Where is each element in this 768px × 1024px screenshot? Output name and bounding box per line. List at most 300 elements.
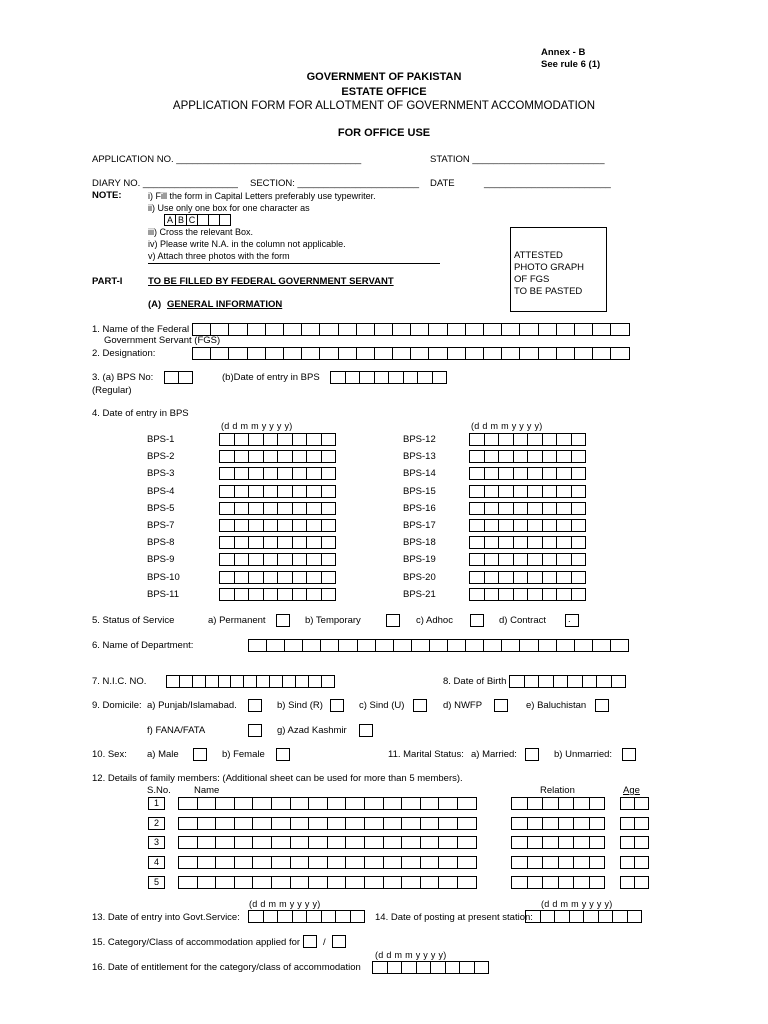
char-box[interactable] [469, 571, 485, 584]
char-box[interactable] [469, 485, 485, 498]
char-box[interactable] [277, 502, 293, 515]
char-box[interactable] [558, 836, 575, 849]
char-box[interactable] [589, 836, 606, 849]
char-box[interactable] [527, 433, 543, 446]
char-box[interactable] [571, 553, 587, 566]
char-box[interactable] [263, 536, 279, 549]
char-box[interactable] [542, 536, 558, 549]
char-box[interactable] [271, 817, 291, 830]
char-box[interactable] [290, 836, 310, 849]
char-box[interactable] [457, 856, 477, 869]
char-box[interactable] [192, 323, 211, 336]
char-box[interactable] [350, 910, 366, 923]
char-box[interactable] [513, 450, 529, 463]
char-box[interactable] [197, 856, 217, 869]
char-box[interactable] [179, 675, 193, 688]
char-box[interactable] [401, 817, 421, 830]
char-box[interactable] [374, 323, 393, 336]
char-box[interactable] [277, 519, 293, 532]
char-box[interactable] [513, 588, 529, 601]
char-box[interactable] [219, 450, 235, 463]
bps-date-boxes[interactable] [469, 433, 585, 446]
char-box[interactable] [527, 797, 544, 810]
govt-service-date-boxes[interactable] [248, 910, 364, 923]
char-box[interactable] [592, 323, 611, 336]
char-box[interactable] [542, 433, 558, 446]
sind-u-checkbox[interactable] [413, 699, 427, 712]
char-box[interactable] [321, 467, 337, 480]
char-box[interactable] [302, 639, 321, 652]
char-box[interactable] [457, 836, 477, 849]
char-box[interactable] [498, 502, 514, 515]
char-box[interactable] [248, 588, 264, 601]
char-box[interactable] [511, 836, 528, 849]
char-box[interactable] [554, 910, 570, 923]
char-box[interactable] [248, 467, 264, 480]
char-box[interactable] [542, 519, 558, 532]
char-box[interactable] [263, 910, 279, 923]
char-box[interactable] [321, 910, 337, 923]
char-box[interactable] [573, 836, 590, 849]
bps-no-boxes[interactable] [164, 371, 192, 384]
station-field[interactable]: STATION _________________________ [430, 154, 605, 165]
char-box[interactable] [634, 836, 649, 849]
member-name-boxes[interactable] [178, 817, 476, 830]
char-box[interactable] [234, 588, 250, 601]
char-box[interactable] [248, 519, 264, 532]
char-box[interactable] [583, 910, 599, 923]
date-field[interactable]: ________________________ [484, 178, 611, 189]
relation-boxes[interactable] [511, 876, 604, 889]
char-box[interactable] [306, 553, 322, 566]
char-box[interactable] [321, 588, 337, 601]
char-box[interactable] [634, 817, 649, 830]
char-box[interactable] [542, 817, 559, 830]
char-box[interactable] [263, 467, 279, 480]
char-box[interactable] [484, 433, 500, 446]
char-box[interactable] [290, 817, 310, 830]
char-box[interactable] [290, 876, 310, 889]
department-boxes[interactable] [248, 639, 628, 652]
char-box[interactable] [234, 571, 250, 584]
char-box[interactable] [319, 323, 338, 336]
char-box[interactable] [416, 961, 432, 974]
bps-date-boxes[interactable] [469, 519, 585, 532]
char-box[interactable] [364, 856, 384, 869]
char-box[interactable] [556, 467, 572, 480]
char-box[interactable] [542, 797, 559, 810]
char-box[interactable] [247, 347, 266, 360]
char-box[interactable] [234, 856, 254, 869]
char-box[interactable] [556, 450, 572, 463]
char-box[interactable] [612, 910, 628, 923]
char-box[interactable] [248, 910, 264, 923]
char-box[interactable] [263, 588, 279, 601]
char-box[interactable] [474, 961, 490, 974]
char-box[interactable] [327, 817, 347, 830]
char-box[interactable] [321, 502, 337, 515]
char-box[interactable] [271, 797, 291, 810]
char-box[interactable] [234, 536, 250, 549]
char-box[interactable] [438, 856, 458, 869]
char-box[interactable] [573, 817, 590, 830]
age-boxes[interactable] [620, 817, 648, 830]
char-box[interactable] [513, 571, 529, 584]
char-box[interactable] [364, 817, 384, 830]
char-box[interactable] [498, 519, 514, 532]
application-no-field[interactable]: APPLICATION NO. ___________________________________ [92, 154, 362, 165]
char-box[interactable] [498, 588, 514, 601]
char-box[interactable] [327, 876, 347, 889]
bps-date-boxes[interactable] [469, 467, 585, 480]
char-box[interactable] [420, 836, 440, 849]
fgs-name-boxes[interactable] [192, 323, 629, 336]
char-box[interactable] [197, 817, 217, 830]
char-box[interactable] [540, 910, 556, 923]
class-box[interactable] [332, 935, 346, 948]
char-box[interactable] [527, 588, 543, 601]
char-box[interactable] [292, 433, 308, 446]
char-box[interactable] [567, 675, 583, 688]
char-box[interactable] [248, 485, 264, 498]
char-box[interactable] [589, 817, 606, 830]
char-box[interactable] [573, 797, 590, 810]
char-box[interactable] [542, 836, 559, 849]
member-name-boxes[interactable] [178, 876, 476, 889]
char-box[interactable] [498, 571, 514, 584]
char-box[interactable] [527, 502, 543, 515]
char-box[interactable] [234, 836, 254, 849]
char-box[interactable] [219, 588, 235, 601]
designation-boxes[interactable] [192, 347, 629, 360]
male-checkbox[interactable] [193, 748, 207, 761]
char-box[interactable] [527, 836, 544, 849]
char-box[interactable] [542, 571, 558, 584]
char-box[interactable] [301, 347, 320, 360]
char-box[interactable] [197, 797, 217, 810]
char-box[interactable] [542, 467, 558, 480]
char-box[interactable] [392, 323, 411, 336]
char-box[interactable] [383, 797, 403, 810]
char-box[interactable] [330, 371, 346, 384]
char-box[interactable] [469, 588, 485, 601]
char-box[interactable] [571, 588, 587, 601]
char-box[interactable] [513, 433, 529, 446]
unmarried-checkbox[interactable] [622, 748, 636, 761]
char-box[interactable] [230, 675, 244, 688]
char-box[interactable] [428, 323, 447, 336]
char-box[interactable] [571, 571, 587, 584]
char-box[interactable] [393, 639, 412, 652]
char-box[interactable] [283, 323, 302, 336]
char-box[interactable] [571, 450, 587, 463]
bps-date-boxes[interactable] [219, 433, 335, 446]
char-box[interactable] [271, 876, 291, 889]
char-box[interactable] [634, 876, 649, 889]
char-box[interactable] [596, 675, 612, 688]
char-box[interactable] [542, 876, 559, 889]
char-box[interactable] [219, 502, 235, 515]
char-box[interactable] [571, 519, 587, 532]
adhoc-checkbox[interactable] [470, 614, 484, 627]
char-box[interactable] [571, 467, 587, 480]
char-box[interactable] [501, 639, 520, 652]
char-box[interactable] [410, 323, 429, 336]
char-box[interactable] [219, 553, 235, 566]
char-box[interactable] [417, 371, 433, 384]
char-box[interactable] [308, 876, 328, 889]
char-box[interactable] [356, 347, 375, 360]
char-box[interactable] [321, 485, 337, 498]
char-box[interactable] [372, 961, 388, 974]
char-box[interactable] [192, 675, 206, 688]
char-box[interactable] [215, 856, 235, 869]
char-box[interactable] [263, 519, 279, 532]
char-box[interactable] [327, 797, 347, 810]
char-box[interactable] [306, 502, 322, 515]
char-box[interactable] [556, 433, 572, 446]
char-box[interactable] [610, 323, 629, 336]
char-box[interactable] [306, 450, 322, 463]
char-box[interactable] [338, 323, 357, 336]
char-box[interactable] [164, 371, 179, 384]
char-box[interactable] [620, 817, 635, 830]
char-box[interactable] [271, 856, 291, 869]
char-box[interactable] [484, 571, 500, 584]
char-box[interactable] [538, 323, 557, 336]
char-box[interactable] [447, 639, 466, 652]
char-box[interactable] [620, 797, 635, 810]
char-box[interactable] [558, 856, 575, 869]
char-box[interactable] [252, 876, 272, 889]
char-box[interactable] [465, 347, 484, 360]
char-box[interactable] [306, 433, 322, 446]
char-box[interactable] [525, 910, 541, 923]
char-box[interactable] [374, 371, 390, 384]
char-box[interactable] [383, 876, 403, 889]
char-box[interactable] [219, 433, 235, 446]
char-box[interactable] [166, 675, 180, 688]
char-box[interactable] [308, 836, 328, 849]
char-box[interactable] [401, 856, 421, 869]
bps-date-boxes[interactable] [219, 536, 335, 549]
char-box[interactable] [345, 856, 365, 869]
char-box[interactable] [556, 571, 572, 584]
char-box[interactable] [359, 371, 375, 384]
bps-date-boxes[interactable] [219, 553, 335, 566]
char-box[interactable] [556, 323, 575, 336]
char-box[interactable] [469, 536, 485, 549]
char-box[interactable] [345, 817, 365, 830]
char-box[interactable] [215, 797, 235, 810]
char-box[interactable] [527, 467, 543, 480]
bps-entry-date-boxes[interactable] [330, 371, 446, 384]
char-box[interactable] [248, 502, 264, 515]
bps-date-boxes[interactable] [469, 450, 585, 463]
char-box[interactable] [306, 910, 322, 923]
char-box[interactable] [277, 433, 293, 446]
char-box[interactable] [292, 571, 308, 584]
char-box[interactable] [306, 536, 322, 549]
char-box[interactable] [277, 571, 293, 584]
char-box[interactable] [538, 639, 557, 652]
female-checkbox[interactable] [276, 748, 290, 761]
char-box[interactable] [215, 836, 235, 849]
char-box[interactable] [234, 519, 250, 532]
char-box[interactable] [265, 323, 284, 336]
char-box[interactable] [292, 910, 308, 923]
age-boxes[interactable] [620, 856, 648, 869]
char-box[interactable] [205, 675, 219, 688]
char-box[interactable] [513, 485, 529, 498]
char-box[interactable] [192, 347, 211, 360]
char-box[interactable] [383, 856, 403, 869]
char-box[interactable] [364, 876, 384, 889]
char-box[interactable] [484, 502, 500, 515]
char-box[interactable] [321, 450, 337, 463]
char-box[interactable] [513, 553, 529, 566]
azad-kashmir-checkbox[interactable] [359, 724, 373, 737]
char-box[interactable] [292, 485, 308, 498]
char-box[interactable] [401, 836, 421, 849]
char-box[interactable] [498, 536, 514, 549]
char-box[interactable] [306, 467, 322, 480]
char-box[interactable] [598, 910, 614, 923]
char-box[interactable] [501, 323, 520, 336]
relation-boxes[interactable] [511, 836, 604, 849]
char-box[interactable] [277, 553, 293, 566]
char-box[interactable] [292, 450, 308, 463]
char-box[interactable] [292, 536, 308, 549]
char-box[interactable] [383, 836, 403, 849]
char-box[interactable] [375, 639, 394, 652]
char-box[interactable] [469, 450, 485, 463]
bps-date-boxes[interactable] [219, 450, 335, 463]
char-box[interactable] [513, 467, 529, 480]
char-box[interactable] [292, 519, 308, 532]
char-box[interactable] [234, 433, 250, 446]
char-box[interactable] [219, 485, 235, 498]
permanent-checkbox[interactable] [276, 614, 290, 627]
char-box[interactable] [538, 675, 554, 688]
char-box[interactable] [178, 817, 198, 830]
char-box[interactable] [574, 347, 593, 360]
char-box[interactable] [498, 553, 514, 566]
char-box[interactable] [524, 675, 540, 688]
char-box[interactable] [338, 639, 357, 652]
char-box[interactable] [558, 876, 575, 889]
posting-date-boxes[interactable] [525, 910, 641, 923]
char-box[interactable] [248, 639, 267, 652]
char-box[interactable] [178, 836, 198, 849]
member-name-boxes[interactable] [178, 836, 476, 849]
bps-date-boxes[interactable] [469, 553, 585, 566]
char-box[interactable] [327, 836, 347, 849]
char-box[interactable] [277, 450, 293, 463]
char-box[interactable] [527, 519, 543, 532]
char-box[interactable] [218, 675, 232, 688]
char-box[interactable] [277, 467, 293, 480]
char-box[interactable] [513, 536, 529, 549]
char-box[interactable] [484, 553, 500, 566]
char-box[interactable] [277, 485, 293, 498]
char-box[interactable] [438, 836, 458, 849]
char-box[interactable] [252, 817, 272, 830]
age-boxes[interactable] [620, 836, 648, 849]
char-box[interactable] [345, 836, 365, 849]
char-box[interactable] [553, 675, 569, 688]
char-box[interactable] [388, 371, 404, 384]
char-box[interactable] [411, 639, 430, 652]
char-box[interactable] [498, 433, 514, 446]
char-box[interactable] [513, 519, 529, 532]
char-box[interactable] [263, 450, 279, 463]
char-box[interactable] [345, 876, 365, 889]
char-box[interactable] [197, 876, 217, 889]
char-box[interactable] [519, 323, 538, 336]
char-box[interactable] [592, 347, 611, 360]
member-name-boxes[interactable] [178, 856, 476, 869]
char-box[interactable] [428, 347, 447, 360]
char-box[interactable] [627, 910, 643, 923]
char-box[interactable] [519, 347, 538, 360]
char-box[interactable] [178, 797, 198, 810]
char-box[interactable] [527, 571, 543, 584]
char-box[interactable] [335, 910, 351, 923]
char-box[interactable] [234, 450, 250, 463]
char-box[interactable] [263, 553, 279, 566]
relation-boxes[interactable] [511, 817, 604, 830]
char-box[interactable] [401, 876, 421, 889]
char-box[interactable] [445, 961, 461, 974]
char-box[interactable] [234, 553, 250, 566]
char-box[interactable] [484, 536, 500, 549]
char-box[interactable] [556, 519, 572, 532]
relation-boxes[interactable] [511, 797, 604, 810]
char-box[interactable] [620, 836, 635, 849]
sind-r-checkbox[interactable] [330, 699, 344, 712]
char-box[interactable] [484, 450, 500, 463]
char-box[interactable] [292, 588, 308, 601]
char-box[interactable] [589, 797, 606, 810]
char-box[interactable] [252, 797, 272, 810]
char-box[interactable] [401, 961, 417, 974]
char-box[interactable] [248, 433, 264, 446]
bps-date-boxes[interactable] [219, 467, 335, 480]
char-box[interactable] [527, 450, 543, 463]
bps-date-boxes[interactable] [469, 588, 585, 601]
char-box[interactable] [383, 817, 403, 830]
char-box[interactable] [308, 675, 322, 688]
char-box[interactable] [248, 553, 264, 566]
char-box[interactable] [556, 347, 575, 360]
char-box[interactable] [592, 639, 611, 652]
char-box[interactable] [234, 467, 250, 480]
char-box[interactable] [459, 961, 475, 974]
char-box[interactable] [556, 588, 572, 601]
diary-no-field[interactable]: DIARY NO. __________________ [92, 178, 238, 189]
entitlement-date-boxes[interactable] [372, 961, 488, 974]
char-box[interactable] [469, 467, 485, 480]
char-box[interactable] [215, 876, 235, 889]
char-box[interactable] [290, 797, 310, 810]
char-box[interactable] [556, 553, 572, 566]
char-box[interactable] [252, 856, 272, 869]
char-box[interactable] [266, 639, 285, 652]
char-box[interactable] [252, 836, 272, 849]
member-name-boxes[interactable] [178, 797, 476, 810]
char-box[interactable] [620, 856, 635, 869]
